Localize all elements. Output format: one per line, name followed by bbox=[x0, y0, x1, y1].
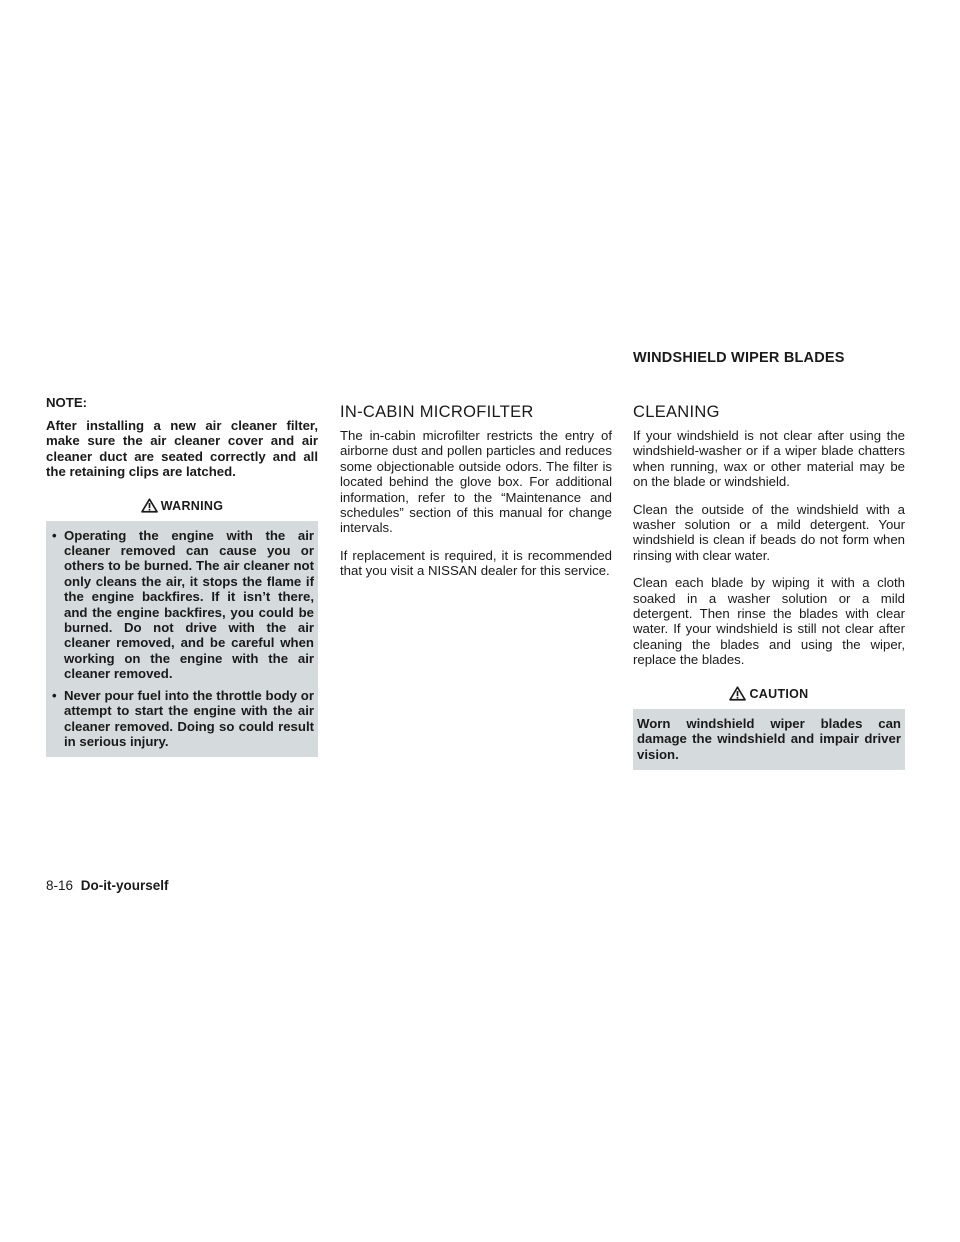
note-text: After installing a new air cleaner filter, make sure the air cleaner cover and air cleaner duct are seated correctly and all the retaining clips are latched. bbox=[46, 418, 318, 480]
paragraph: Clean each blade by wiping it with a cloth soaked in a washer solution or a mild detergent. Then rinse the blades with clear water. If your windshield is still not clear after cleaning the blades and using the wiper, replace the blades. bbox=[633, 575, 905, 668]
caution-body bbox=[633, 709, 905, 770]
warning-box bbox=[46, 494, 318, 758]
caution-label: CAUTION bbox=[749, 686, 809, 701]
section-heading: WINDSHIELD WIPER BLADES bbox=[633, 350, 845, 366]
page-number: 8-16 bbox=[46, 878, 74, 893]
column-2 bbox=[340, 395, 612, 591]
chapter-title: Do-it-yourself bbox=[80, 878, 169, 893]
caution-header bbox=[633, 682, 905, 709]
warning-triangle-icon bbox=[141, 498, 158, 513]
caution-text: Worn windshield wiper blades can damage the windshield and impair driver vision. bbox=[637, 715, 901, 762]
warning-item: • Operating the engine with the air cleaner removed can cause you or others to be burned. The air cleaner not only cleans the air, it stops the flame if the engine backfires. If it isn’t there, and the engine backfires, you could be burned. Do not drive with the air cleaner removed, and be careful when working on the engine with the air cleaner removed. bbox=[50, 528, 314, 682]
warning-body bbox=[46, 521, 318, 758]
in-cabin-microfilter-heading: IN-CABIN MICROFILTER bbox=[340, 403, 534, 421]
warning-header bbox=[46, 494, 318, 521]
warning-list bbox=[50, 528, 314, 750]
page-footer bbox=[46, 878, 169, 893]
warning-triangle-icon bbox=[729, 686, 746, 701]
paragraph: Clean the outside of the windshield with a washer solution or a mild detergent. Your windshield is clean if beads do not form when rinsing with clear water. bbox=[633, 501, 905, 563]
column-3 bbox=[633, 395, 905, 770]
paragraph: If replacement is required, it is recommended that you visit a NISSAN dealer for this service. bbox=[340, 547, 612, 579]
paragraph: The in-cabin microfilter restricts the entry of airborne dust and pollen particles and reduces some objectionable outside odors. The filter is located behind the glove box. For additional information, refer to the “Maintenance and schedules” section of this manual for change intervals. bbox=[340, 428, 612, 536]
paragraph: If your windshield is not clear after using the windshield-washer or if a wiper blade chatters when running, wax or other material may be on the blade or windshield. bbox=[633, 428, 905, 490]
note-label: NOTE: bbox=[46, 395, 88, 410]
column-1 bbox=[46, 395, 318, 757]
warning-label: WARNING bbox=[160, 498, 224, 513]
warning-item: • Never pour fuel into the throttle body or attempt to start the engine with the air cleaner removed. Doing so could result in serious injury. bbox=[50, 688, 314, 750]
caution-box bbox=[633, 682, 905, 770]
cleaning-heading: CLEANING bbox=[633, 403, 720, 421]
